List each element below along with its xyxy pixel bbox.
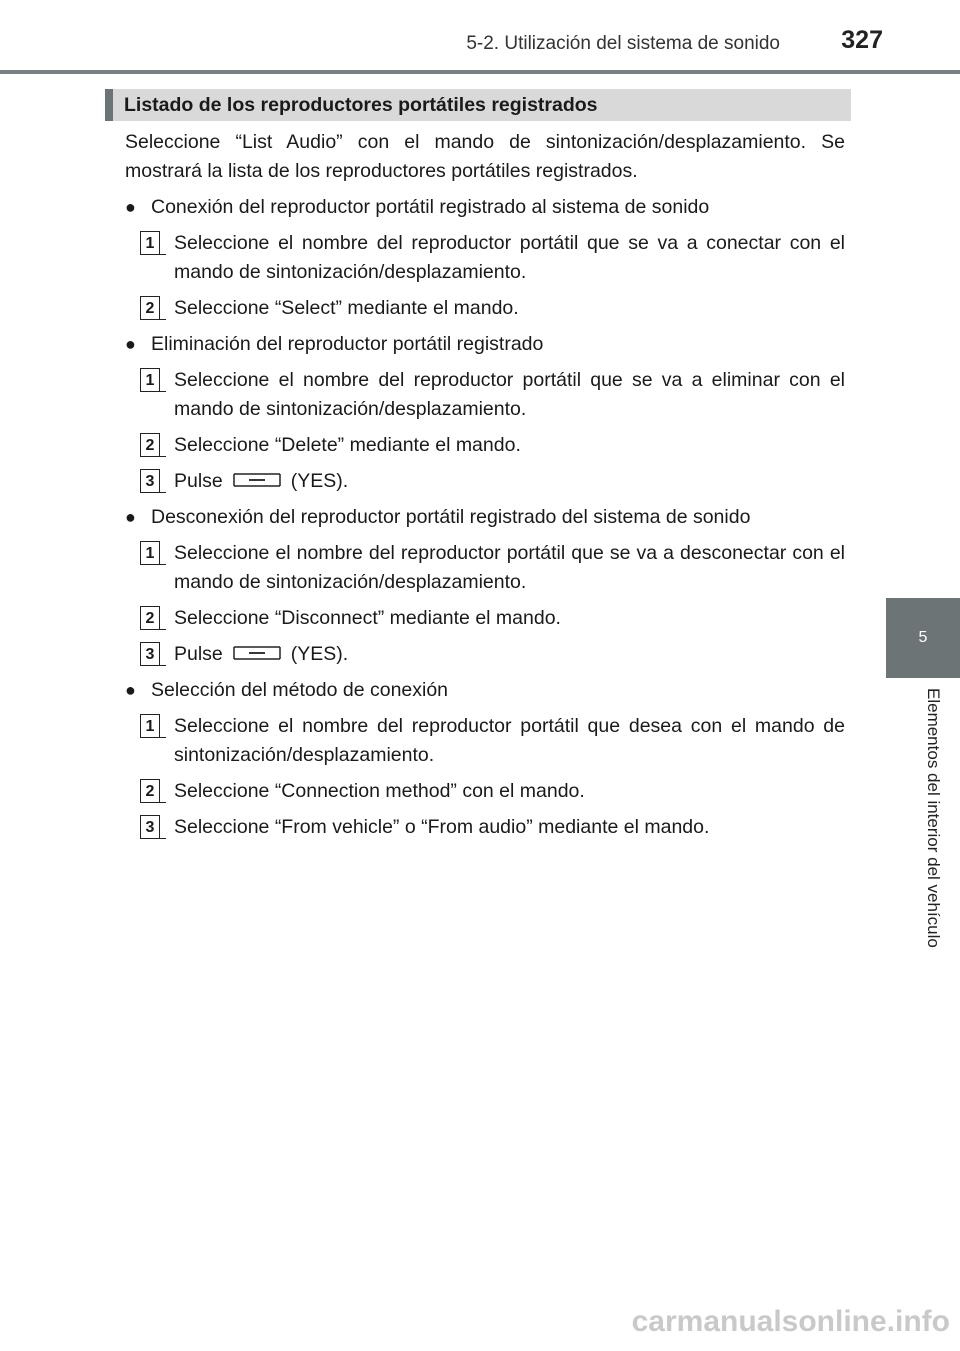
step-text-post: (YES).	[290, 470, 349, 492]
step-text-pre: Pulse	[174, 643, 223, 665]
section-content	[125, 128, 845, 849]
step-text	[174, 467, 845, 496]
intro-paragraph: Seleccione “List Audio” con el mando de sintonización/desplazamiento. Se mostrará la lista de los reproductores portátiles registrados.	[125, 131, 845, 182]
dash-button-icon	[233, 646, 281, 660]
bullet-icon: ●	[125, 507, 136, 527]
bullet-item	[125, 503, 845, 532]
step-number-badge: 1	[140, 368, 160, 392]
step-number-badge: 2	[140, 433, 160, 457]
bullet-item	[125, 330, 845, 359]
section-heading-text: Listado de los reproductores portátiles registrados	[124, 93, 598, 116]
running-header: 5-2. Utilización del sistema de sonido	[466, 33, 780, 54]
step-text: Seleccione “Connection method” con el mando.	[174, 780, 585, 802]
step-text: Seleccione “Select” mediante el mando.	[174, 297, 519, 319]
step-item	[140, 294, 845, 323]
step-number-badge: 3	[140, 469, 160, 493]
page-number: 327	[841, 26, 883, 54]
bullet-item	[125, 193, 845, 222]
step-text	[174, 640, 845, 669]
step-item	[140, 467, 845, 496]
step-text-pre: Pulse	[174, 470, 223, 492]
step-text: Seleccione el nombre del reproductor portátil que se va a desconectar con el mando de sintonización/desplazamiento.	[174, 542, 845, 593]
step-item	[140, 777, 845, 806]
bullet-item	[125, 676, 845, 705]
step-number-badge: 2	[140, 779, 160, 803]
header-divider	[0, 70, 960, 74]
step-item	[140, 813, 845, 842]
step-text: Seleccione “From vehicle” o “From audio” mediante el mando.	[174, 816, 710, 838]
bullet-title: Selección del método de conexión	[151, 679, 449, 701]
chapter-label: Elementos del interior del vehículo	[924, 688, 943, 948]
step-number-badge: 2	[140, 296, 160, 320]
step-item	[140, 604, 845, 633]
step-text-post: (YES).	[290, 643, 349, 665]
step-number-badge: 1	[140, 541, 160, 565]
bullet-title: Eliminación del reproductor portátil registrado	[151, 333, 544, 355]
bullet-icon: ●	[125, 197, 136, 217]
step-number-badge: 1	[140, 231, 160, 255]
procedure-list	[125, 193, 845, 842]
step-number-badge: 3	[140, 642, 160, 666]
bullet-title: Conexión del reproductor portátil registrado al sistema de sonido	[151, 196, 710, 218]
step-text: Seleccione “Delete” mediante el mando.	[174, 434, 521, 456]
chapter-number: 5	[918, 629, 928, 646]
step-item	[140, 640, 845, 669]
step-item	[140, 712, 845, 770]
step-text: Seleccione el nombre del reproductor portátil que se va a eliminar con el mando de sintonización/desplazamiento.	[174, 369, 845, 420]
watermark: carmanualsonline.info	[631, 1305, 950, 1338]
chapter-tab	[886, 598, 960, 678]
step-text: Seleccione “Disconnect” mediante el mando.	[174, 607, 561, 629]
step-item	[140, 229, 845, 287]
step-text: Seleccione el nombre del reproductor portátil que desea con el mando de sintonización/desplazamiento.	[174, 715, 845, 766]
bullet-title: Desconexión del reproductor portátil registrado del sistema de sonido	[151, 506, 751, 528]
bullet-icon: ●	[125, 680, 136, 700]
step-number-badge: 2	[140, 606, 160, 630]
dash-button-icon	[233, 473, 281, 487]
step-number-badge: 3	[140, 815, 160, 839]
step-number-badge: 1	[140, 714, 160, 738]
step-text: Seleccione el nombre del reproductor portátil que se va a conectar con el mando de sintonización/desplazamiento.	[174, 232, 845, 283]
bullet-icon: ●	[125, 334, 136, 354]
step-item	[140, 539, 845, 597]
step-item	[140, 366, 845, 424]
step-item	[140, 431, 845, 460]
section-heading	[105, 89, 851, 121]
